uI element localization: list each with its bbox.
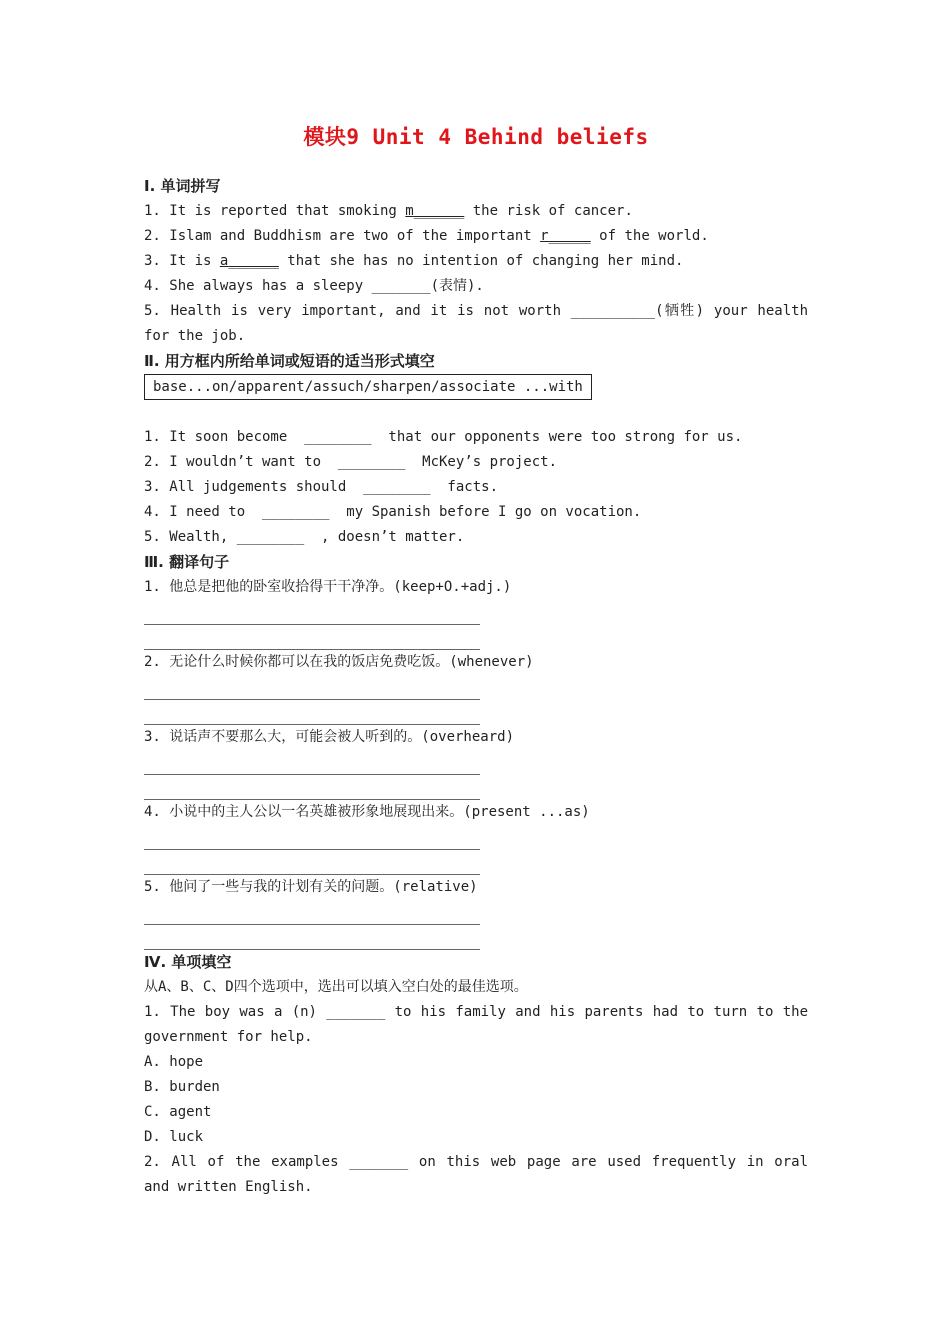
word-box: base...on/apparent/assuch/sharpen/associate ...with xyxy=(144,374,592,400)
section-heading-fill-in: Ⅱ. 用方框内所给单词或短语的适当形式填空 xyxy=(144,352,435,370)
answer-line[interactable] xyxy=(144,625,480,650)
mc-option-b[interactable]: B. burden xyxy=(144,1079,220,1095)
hint-letter: m______ xyxy=(405,203,465,219)
translate-item-2: 2. 无论什么时候你都可以在我的饭店免费吃饭。(whenever) xyxy=(144,654,534,670)
answer-line[interactable] xyxy=(144,900,480,925)
mc-option-d[interactable]: D. luck xyxy=(144,1129,204,1145)
spelling-item-5: 5. Health is very important, and it is not worth __________(牺牲) your health for the job. xyxy=(144,303,808,344)
translate-item-5: 5. 他问了一些与我的计划有关的问题。(relative) xyxy=(144,879,478,895)
mc-option-a[interactable]: A. hope xyxy=(144,1054,204,1070)
answer-line[interactable] xyxy=(144,825,480,850)
page-title: 模块9 Unit 4 Behind beliefs xyxy=(303,125,649,149)
answer-line[interactable] xyxy=(144,925,480,950)
translate-item-1: 1. 他总是把他的卧室收拾得干干净净。(keep+O.+adj.) xyxy=(144,579,512,595)
mc-instructions: 从A、B、C、D四个选项中，选出可以填入空白处的最佳选项。 xyxy=(144,979,528,995)
answer-line[interactable] xyxy=(144,675,480,700)
worksheet xyxy=(144,118,808,1200)
spelling-item-2: 2. Islam and Buddhism are two of the important r_____ of the world. xyxy=(144,228,709,244)
answer-line[interactable] xyxy=(144,750,480,775)
fill-item-4: 4. I need to ________ my Spanish before I go on vocation. xyxy=(144,504,642,520)
answer-line[interactable] xyxy=(144,775,480,800)
answer-line[interactable] xyxy=(144,600,480,625)
spelling-item-3: 3. It is a______ that she has no intention of changing her mind. xyxy=(144,253,684,269)
hint-letter: r_____ xyxy=(540,228,591,244)
mc-question-2: 2. All of the examples _______ on this web page are used frequently in oral and written English. xyxy=(144,1154,808,1195)
fill-item-5: 5. Wealth, ________ , doesn’t matter. xyxy=(144,529,465,545)
section-heading-multiple-choice: Ⅳ. 单项填空 xyxy=(144,953,232,971)
mc-question-1: 1. The boy was a (n) _______ to his family and his parents had to turn to the government for help. xyxy=(144,1004,808,1045)
answer-line[interactable] xyxy=(144,850,480,875)
fill-item-3: 3. All judgements should ________ facts. xyxy=(144,479,499,495)
hint-letter: a______ xyxy=(219,253,279,269)
section-heading-spelling: Ⅰ. 单词拼写 xyxy=(144,177,221,195)
section-heading-translation: Ⅲ. 翻译句子 xyxy=(144,553,230,571)
spelling-item-1: 1. It is reported that smoking m______ the risk of cancer. xyxy=(144,203,633,219)
fill-item-2: 2. I wouldn’t want to ________ McKey’s project. xyxy=(144,454,558,470)
fill-item-1: 1. It soon become ________ that our opponents were too strong for us. xyxy=(144,429,743,445)
answer-line[interactable] xyxy=(144,700,480,725)
translate-item-4: 4. 小说中的主人公以一名英雄被形象地展现出来。(present ...as) xyxy=(144,804,590,820)
translate-item-3: 3. 说话声不要那么大，可能会被人听到的。(overheard) xyxy=(144,729,515,745)
mc-option-c[interactable]: C. agent xyxy=(144,1104,212,1120)
spelling-item-4: 4. She always has a sleepy _______(表情). xyxy=(144,278,484,294)
